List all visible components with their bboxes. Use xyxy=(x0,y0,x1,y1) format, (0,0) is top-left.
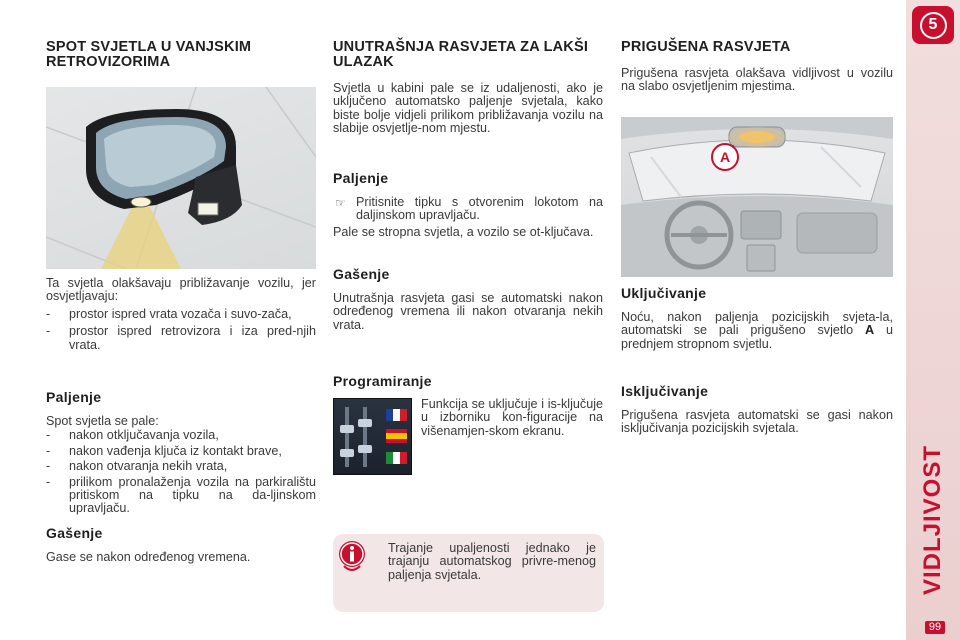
mood-on-text-part: Noću, nakon paljenja pozicijskih svjeta-la, automatski se pali prigušeno svjetlo xyxy=(621,310,893,338)
list-item: - prostor ispred vrata vozača i suvo-zača, xyxy=(46,308,316,321)
mirror-illustration-svg xyxy=(46,87,316,269)
section-title-spot-lights: SPOT SVJETLA U VANJSKIM RETROVIZORIMA xyxy=(46,39,252,70)
mood-off-text: Prigušena rasvjeta automatski se gasi nakon isključivanja pozicijskih svjetala. xyxy=(621,408,893,436)
interior-on-bullet xyxy=(333,196,603,223)
interior-off-heading: Gašenje xyxy=(333,266,390,282)
info-icon xyxy=(338,540,366,576)
chapter-title: VIDLJIVOST xyxy=(919,444,946,596)
spot-on-list xyxy=(46,429,316,515)
mood-on-text xyxy=(621,311,893,351)
programming-heading: Programiranje xyxy=(333,373,432,389)
spot-lights-area-list xyxy=(46,308,316,352)
sliders-flags-icon xyxy=(334,399,413,476)
programming-text: Funkcija se uključuje i is-ključuje u izborniku kon-figuracije na višenamjen-skom ekranu. xyxy=(421,397,603,438)
spot-on-body xyxy=(46,415,316,516)
chapter-badge xyxy=(912,6,954,44)
column-mood-lighting xyxy=(621,40,893,94)
section-title-interior-lighting: UNUTRAŠNJA RASVJETA ZA LAKŠI ULAZAK xyxy=(333,39,589,70)
spot-lights-body xyxy=(46,277,316,352)
page-number: 99 xyxy=(925,621,945,634)
spot-off-text: Gase se nakon određenog vremena. xyxy=(46,550,251,564)
mood-on-text-part: u prednjem stropnom svjetlu. xyxy=(621,323,893,351)
list-item: - nakon vađenja ključa iz kontakt brave, xyxy=(46,445,316,458)
list-item: - nakon otključavanja vozila, xyxy=(46,429,316,442)
spot-on-heading: Paljenje xyxy=(46,389,102,405)
interior-intro: Svjetla u kabini pale se iz udaljenosti, ako je uključeno automatsko paljenje svjetala, kako biste bolje vidjeli prilikom približavanja vozilu na slabije osvjetlje-nom mjestu. xyxy=(333,81,603,136)
chapter-number: 5 xyxy=(920,12,947,39)
column-interior-lighting xyxy=(333,40,603,136)
list-item: - prostor ispred retrovizora i iza pred-njih vrata. xyxy=(46,325,316,352)
spot-lights-intro: Ta svjetla olakšavaju približavanje vozilu, jer osvjetljavaju: xyxy=(46,276,316,304)
mirror-spot-light-illustration xyxy=(46,87,316,269)
spot-off-heading: Gašenje xyxy=(46,525,103,541)
section-title-mood-lighting: PRIGUŠENA RASVJETA xyxy=(621,39,791,55)
info-text: Trajanje upaljenosti jednako je trajanju automatskog privre-menog paljenja svjetala. xyxy=(388,541,596,582)
column-spot-lights xyxy=(46,40,316,70)
mood-on-heading: Uključivanje xyxy=(621,285,707,301)
hand-pointer-icon: ☞ xyxy=(335,196,346,210)
mood-off-heading: Isključivanje xyxy=(621,383,709,399)
settings-menu-icon xyxy=(333,398,412,475)
cabin-interior-illustration xyxy=(621,117,893,277)
cabin-illustration-svg xyxy=(621,117,893,277)
mood-intro: Prigušena rasvjeta olakšava vidljivost u vozilu na slabo osvjetljenim mjestima. xyxy=(621,66,893,94)
interior-on-text: Pale se stropna svjetla, a vozilo se ot-ključava. xyxy=(333,225,594,239)
interior-on-bullet-text: Pritisnite tipku s otvorenim lokotom na daljinskom upravljaču. xyxy=(356,195,603,223)
mood-on-text-bold: A xyxy=(865,323,875,338)
interior-on-heading: Paljenje xyxy=(333,170,389,186)
callout-a-label: A xyxy=(719,149,731,165)
list-item: - prilikom pronalaženja vozila na parkiralištu pritiskom na tipku na da-ljinskom upravljaču. xyxy=(46,476,316,516)
list-item: - nakon otvaranja nekih vrata, xyxy=(46,460,316,473)
spot-on-intro: Spot svjetla se pale: xyxy=(46,414,159,428)
interior-off-text: Unutrašnja rasvjeta gasi se automatski nakon određenog vremena ili nakon otvaranja nekih vrata. xyxy=(333,291,603,332)
